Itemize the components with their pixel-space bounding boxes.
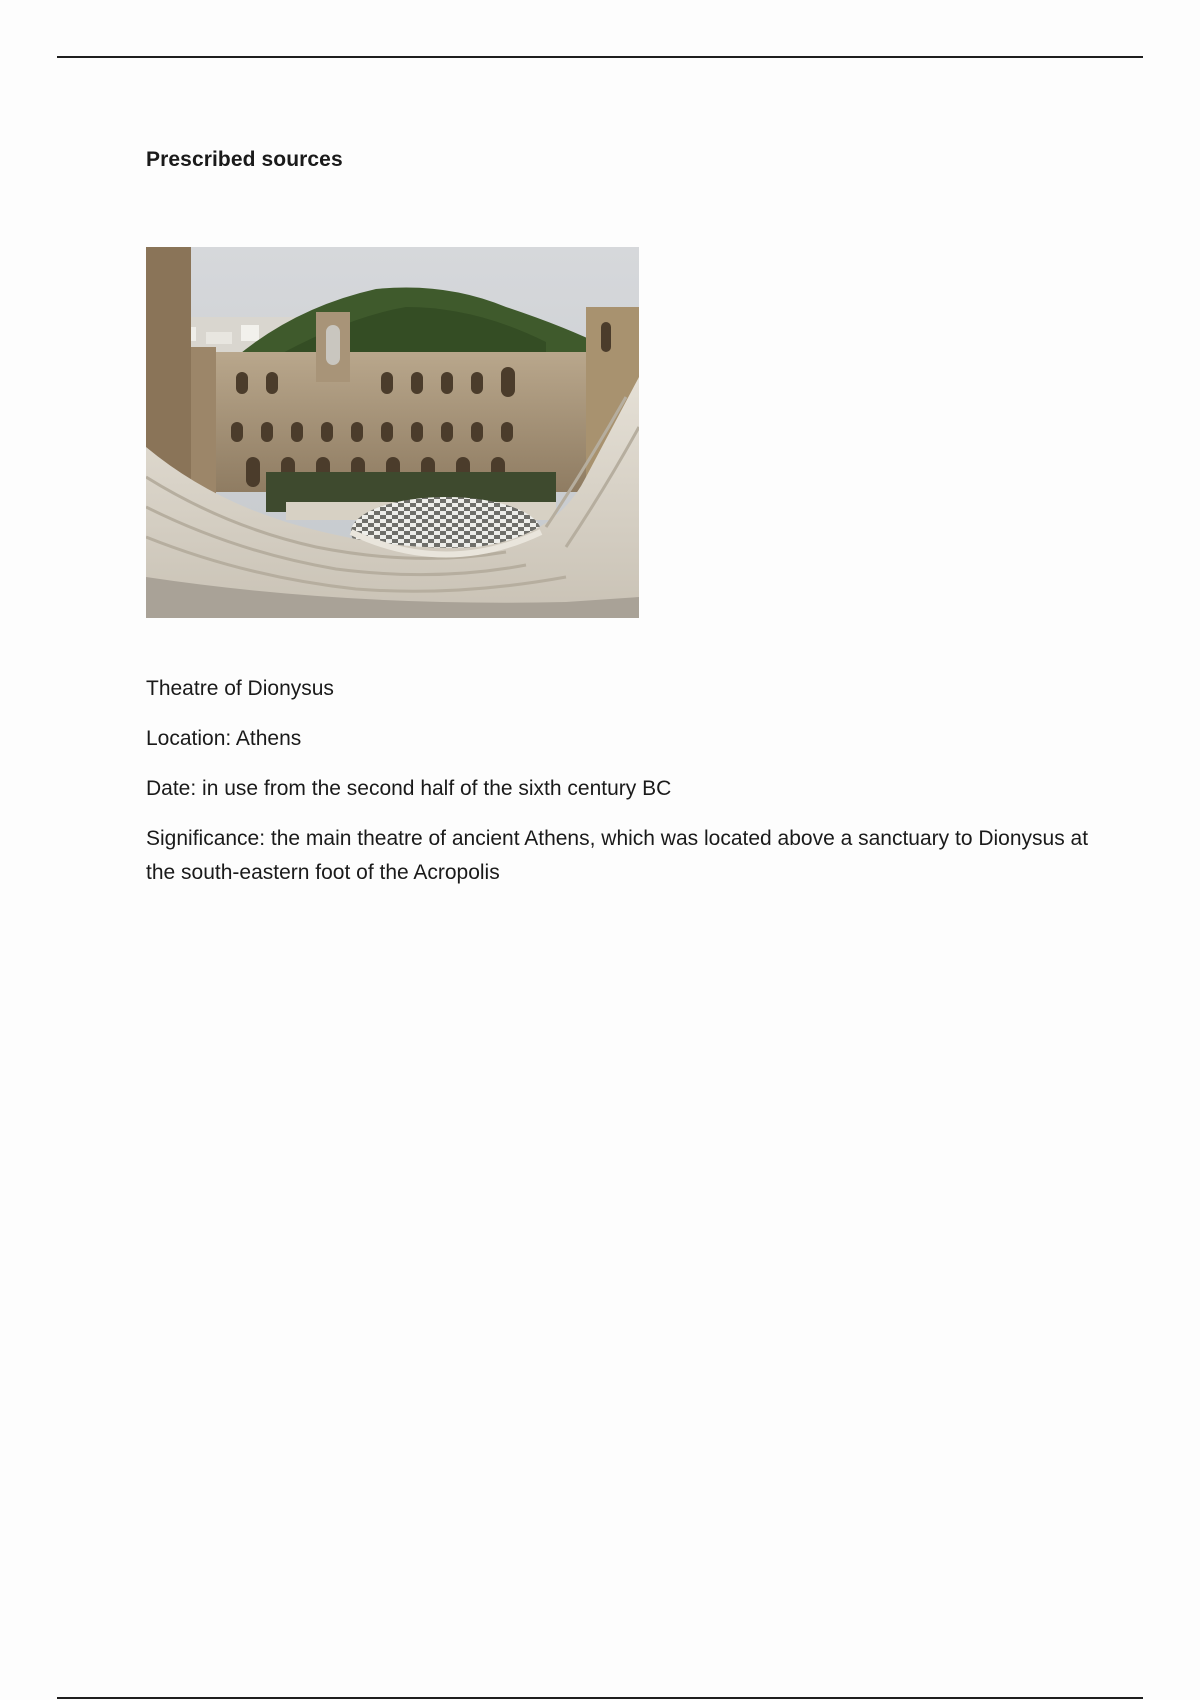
source-significance: Significance: the main theatre of ancient Athens, which was located above a sanctuary to Dionysus at the south-eastern foot of the Acropolis: [146, 827, 1089, 884]
source-location: Location: Athens: [146, 727, 302, 750]
top-rule: [57, 56, 1143, 58]
theatre-photo: [146, 247, 639, 618]
bottom-rule: [57, 1697, 1143, 1699]
source-date: Date: in use from the second half of the sixth century BC: [146, 777, 672, 800]
source-details: [146, 672, 1106, 906]
page-heading: Prescribed sources: [146, 148, 343, 171]
source-title: Theatre of Dionysus: [146, 677, 334, 700]
